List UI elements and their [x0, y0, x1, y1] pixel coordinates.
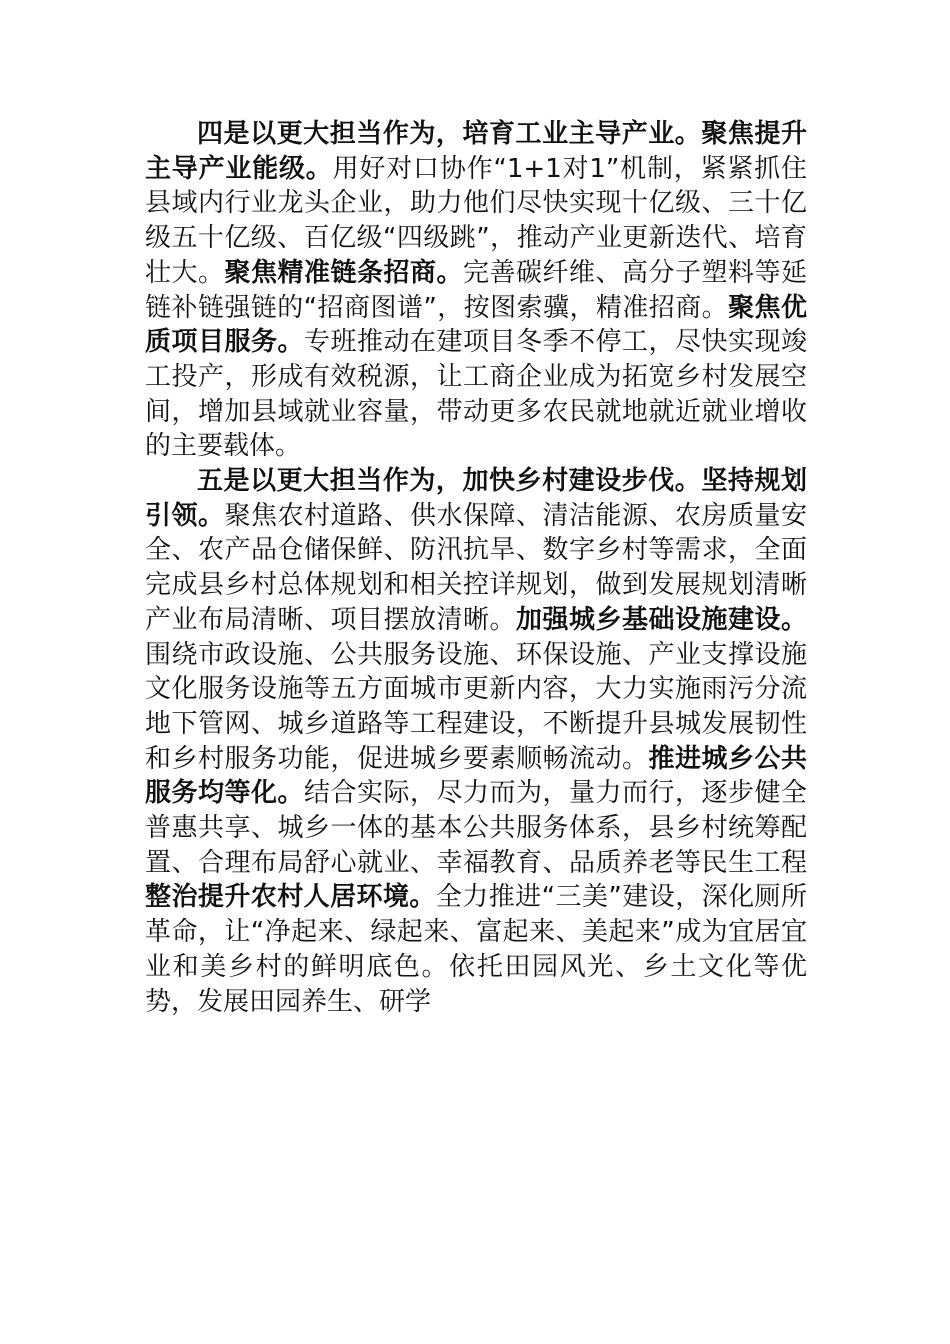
paragraph-industry	[145, 117, 807, 464]
body-text: 完善碳纤维、高分子塑料等延链补链强链的“招商图谱”，按图索骥，精准招商。	[145, 257, 807, 323]
document-body	[145, 117, 807, 1019]
subheading-investment: 聚焦精准链条招商。	[224, 257, 463, 288]
heading-rural-construction: 五是以更大担当作为，加快乡村建设步伐。坚持规划引领。	[145, 466, 807, 531]
body-text: 全力推进“三美”建设，深化厕所革命，让“净起来、绿起来、富起来、美起来”成为宜居宜业和美乡村的鲜明底色。依托田园风光、乡土文化等优势，发展田园养生、研学	[145, 882, 807, 1017]
subheading-project-service: 聚焦优质项目服务。	[145, 292, 807, 358]
body-text: 用好对口协作“1+1对1”机制，紧紧抓住县域内行业龙头企业，助力他们尽快实现十亿级、三十亿级五十亿级、百亿级“四级跳”，推动产业更新迭代、培育壮大。	[145, 153, 807, 288]
subheading-living-environment: 整治提升农村人居环境。	[145, 882, 436, 913]
paragraph-rural-construction	[145, 464, 807, 1019]
subheading-public-services: 推进城乡公共服务均等化。	[145, 743, 807, 809]
body-text: 结合实际，尽力而为，量力而行，逐步健全普惠共享、城乡一体的基本公共服务体系，县乡村统筹配置、合理布局舒心就业、幸福教育、品质养老等民生工程	[145, 778, 807, 878]
body-text: 专班推动在建项目冬季不停工，尽快实现竣工投产，形成有效税源，让工商企业成为拓宽乡村发展空间，增加县域就业容量，带动更多农民就地就近就业增收的主要载体。	[145, 327, 807, 462]
subheading-infrastructure: 加强城乡基础设施建设。	[515, 604, 807, 635]
body-text: 聚焦农村道路、供水保障、清洁能源、农房质量安全、农产品仓储保鲜、防汛抗旱、数字乡村等需求，全面完成县乡村总体规划和相关控详规划，做到发展规划清晰产业布局清晰、项目摆放清晰。	[145, 500, 807, 635]
body-text: 围绕市政设施、公共服务设施、环保设施、产业支撑设施文化服务设施等五方面城市更新内容，大力实施雨污分流地下管网、城乡道路等工程建设，不断提升县城发展韧性和乡村服务功能，促进城乡要素顺畅流动。	[145, 639, 807, 774]
heading-industry: 四是以更大担当作为，培育工业主导产业。聚焦提升主导产业能级。	[145, 119, 807, 184]
